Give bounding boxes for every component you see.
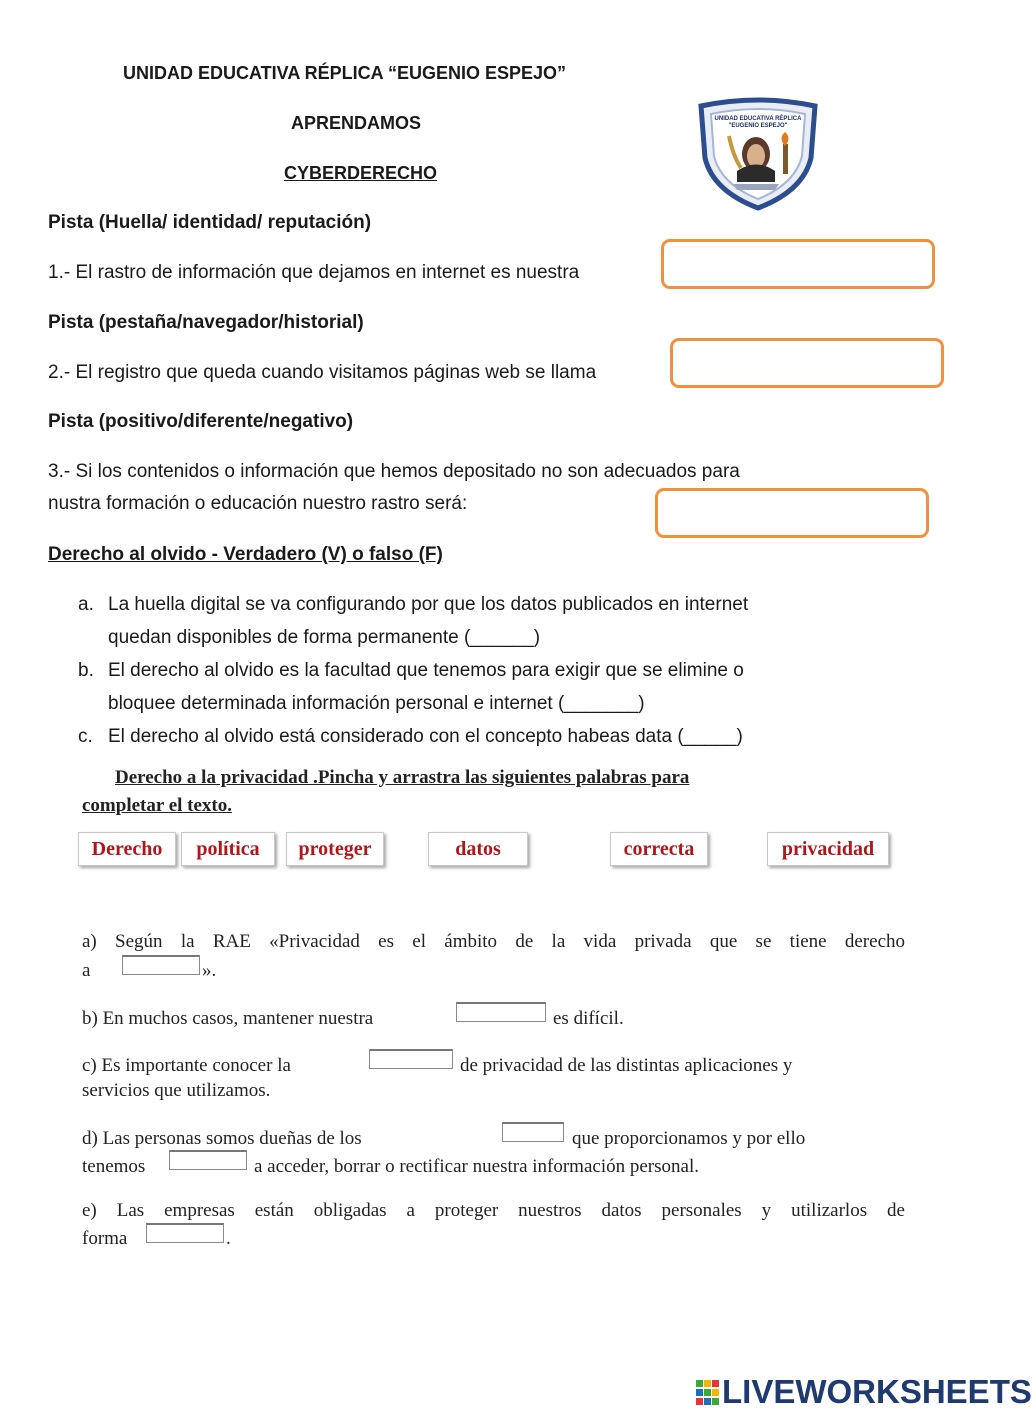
liveworksheets-brand: LIVEWORKSHEETS bbox=[722, 1373, 1032, 1410]
sentence-e-suffix: . bbox=[226, 1228, 231, 1249]
tf-item-c-line-1[interactable]: El derecho al olvido está considerado con el concepto habeas data (_____) bbox=[108, 726, 743, 747]
sentence-a-suffix: ». bbox=[202, 960, 217, 981]
tf-item-a-line-2[interactable]: quedan disponibles de forma permanente (______) bbox=[108, 627, 541, 648]
sentence-e-prefix: forma bbox=[82, 1228, 128, 1249]
word-chip-derecho[interactable]: Derecho bbox=[78, 832, 176, 866]
sentence-a-line-1: a) Según la RAE «Privacidad es el ámbito de la vida privada que se tiene derecho bbox=[82, 931, 905, 952]
school-name: UNIDAD EDUCATIVA RÉPLICA “EUGENIO ESPEJO” bbox=[123, 63, 567, 83]
word-chip-datos[interactable]: datos bbox=[428, 832, 528, 866]
sentence-e-line-1: e) Las empresas están obligadas a proteger nuestros datos personales y utilizarlos de bbox=[82, 1200, 905, 1221]
sentence-b-prefix: b) En muchos casos, mantener nuestra bbox=[82, 1008, 374, 1029]
crest-line-1: UNIDAD EDUCATIVA RÉPLICA bbox=[714, 116, 802, 122]
sentence-b-suffix: es difícil. bbox=[553, 1008, 624, 1029]
question-1-text: 1.- El rastro de información que dejamos en internet es nuestra bbox=[48, 262, 580, 283]
sentence-c-prefix: c) Es importante conocer la bbox=[82, 1055, 291, 1076]
drop-slot-d2[interactable] bbox=[169, 1150, 247, 1170]
word-chip-proteger[interactable]: proteger bbox=[286, 832, 384, 866]
tf-item-a-line-1: La huella digital se va configurando por que los datos publicados en internet bbox=[108, 594, 749, 615]
liveworksheets-logo-icon bbox=[696, 1378, 720, 1408]
answer-2-input[interactable] bbox=[670, 338, 944, 388]
question-3-line-2: nustra formación o educación nuestro rastro será: bbox=[48, 493, 468, 514]
tf-item-b-line-2[interactable]: bloquee determinada información personal e internet (_______) bbox=[108, 693, 645, 714]
drop-slot-d1[interactable] bbox=[502, 1122, 564, 1142]
true-false-title: Derecho al olvido - Verdadero (V) o falso (F) bbox=[48, 544, 443, 565]
answer-3-input[interactable] bbox=[655, 488, 929, 538]
tf-item-a-letter: a. bbox=[78, 594, 94, 615]
tf-item-c-letter: c. bbox=[78, 726, 93, 747]
sentence-d-line-2-prefix: tenemos bbox=[82, 1156, 146, 1177]
sentence-d-line-2-suffix: a acceder, borrar o rectificar nuestra información personal. bbox=[254, 1156, 699, 1177]
word-chip-privacidad[interactable]: privacidad bbox=[767, 832, 889, 866]
school-crest bbox=[693, 96, 823, 212]
sentence-c-suffix: de privacidad de las distintas aplicaciones y bbox=[460, 1055, 793, 1076]
sentence-d-prefix: d) Las personas somos dueñas de los bbox=[82, 1128, 362, 1149]
page-subtitle: APRENDAMOS bbox=[291, 113, 422, 133]
page-title: CYBERDERECHO bbox=[284, 163, 438, 183]
sentence-c-line-2: servicios que utilizamos. bbox=[82, 1080, 271, 1101]
privacy-title-line-1: Derecho a la privacidad .Pincha y arrastra las siguientes palabras para bbox=[115, 767, 690, 788]
tf-item-b-letter: b. bbox=[78, 660, 94, 681]
crest-line-2: "EUGENIO ESPEJO" bbox=[728, 123, 788, 129]
sentence-d-suffix: que proporcionamos y por ello bbox=[572, 1128, 806, 1149]
word-chip-politica[interactable]: política bbox=[181, 832, 275, 866]
drop-slot-c[interactable] bbox=[369, 1049, 453, 1069]
hint-3: Pista (positivo/diferente/negativo) bbox=[48, 411, 354, 432]
tf-item-b-line-1: El derecho al olvido es la facultad que tenemos para exigir que se elimine o bbox=[108, 660, 744, 681]
drop-slot-e[interactable] bbox=[146, 1223, 224, 1243]
hint-2: Pista (pestaña/navegador/historial) bbox=[48, 312, 364, 333]
privacy-title-line-2: completar el texto. bbox=[82, 795, 233, 816]
word-chip-correcta[interactable]: correcta bbox=[610, 832, 708, 866]
drop-slot-a[interactable] bbox=[122, 955, 200, 975]
question-3-line-1: 3.- Si los contenidos o información que hemos depositado no son adecuados para bbox=[48, 461, 740, 482]
question-2-text: 2.- El registro que queda cuando visitamos páginas web se llama bbox=[48, 362, 597, 383]
sentence-a-prefix: a bbox=[82, 960, 91, 981]
drop-slot-b[interactable] bbox=[456, 1002, 546, 1022]
answer-1-input[interactable] bbox=[661, 239, 935, 289]
hint-1: Pista (Huella/ identidad/ reputación) bbox=[48, 212, 372, 233]
